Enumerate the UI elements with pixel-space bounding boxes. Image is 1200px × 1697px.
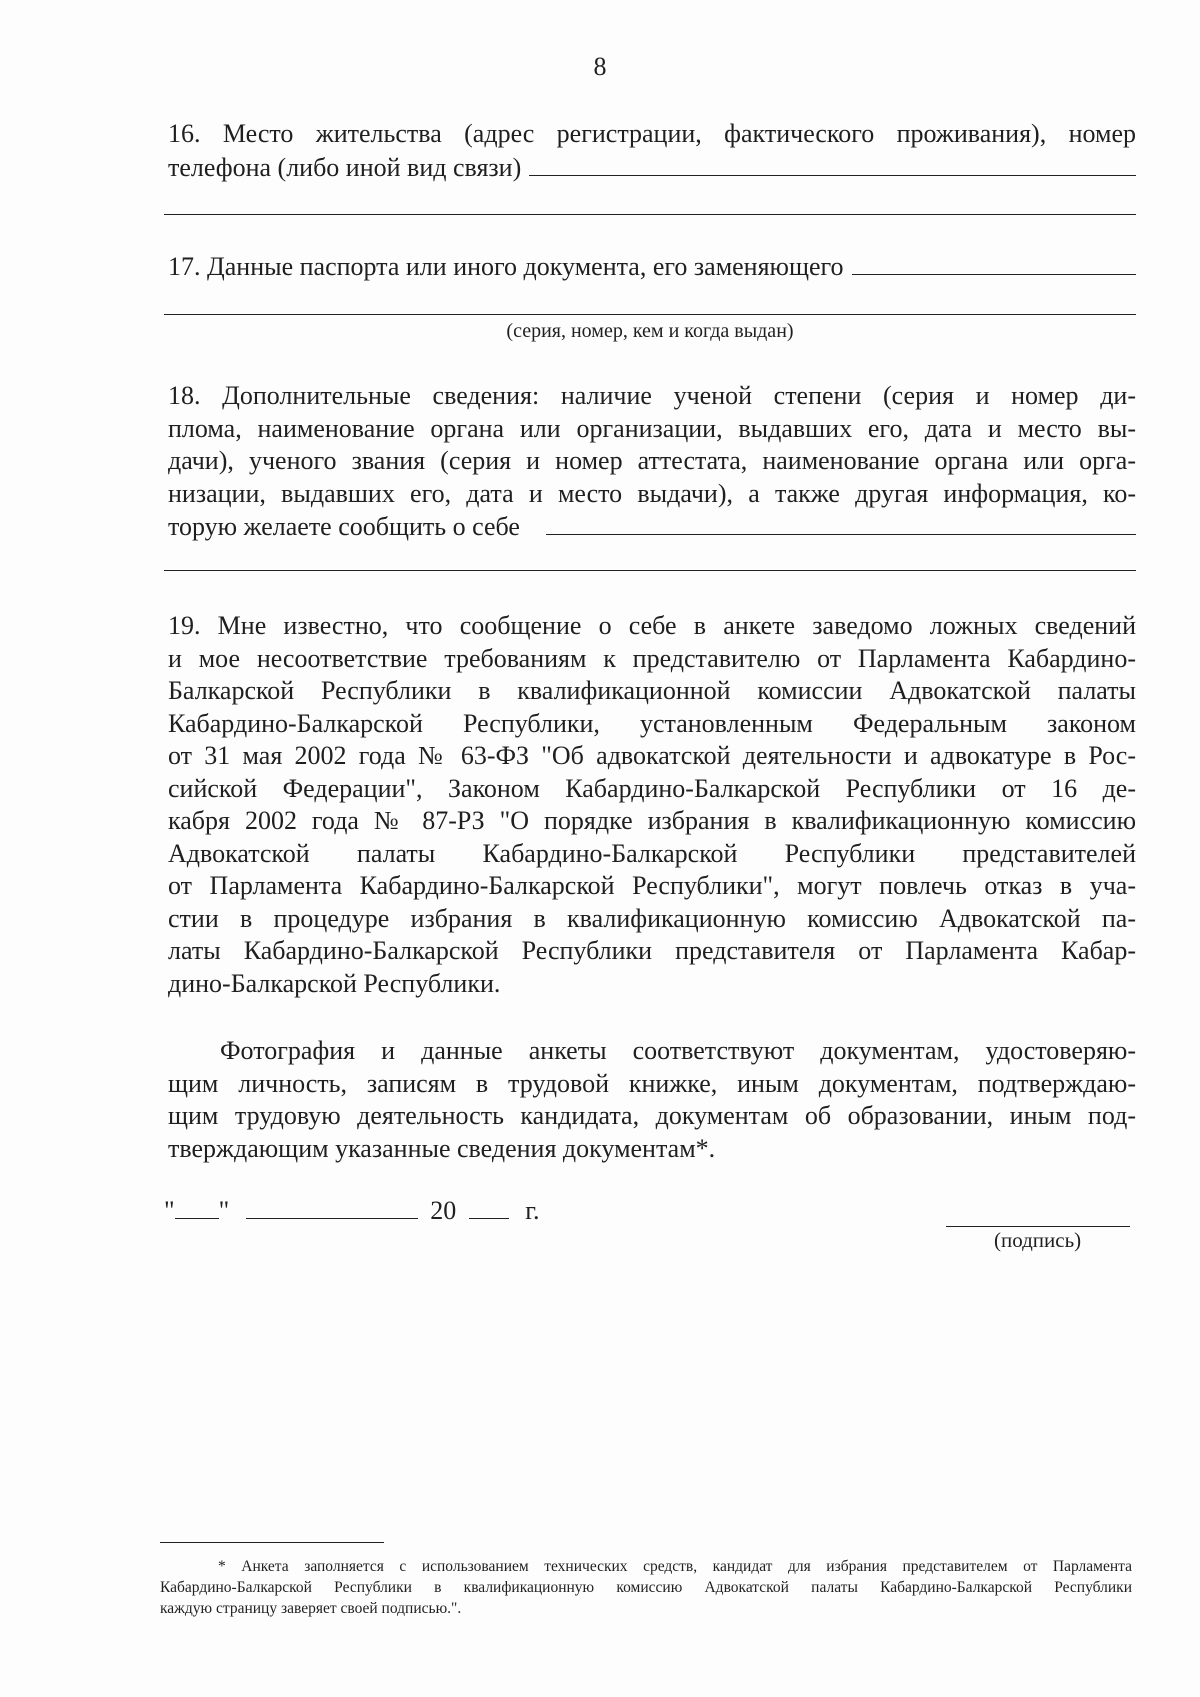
- item-18-field-label: торую желаете сообщить о себе: [168, 512, 520, 541]
- passport-field-continuation[interactable]: [164, 314, 1136, 315]
- item-18-line: дачи), ученого звания (серия и номер аттестата, наименование органа или орга-: [168, 446, 1136, 475]
- item-19-line: от 31 мая 2002 года № 63-ФЗ "Об адвокатской деятельности и адвокатуре в Рос-: [168, 741, 1136, 770]
- item-16-field-row: [168, 151, 1136, 185]
- year-suffix: г.: [525, 1196, 540, 1225]
- item-19-line: кабря 2002 года № 87-РЗ "О порядке избрания в квалификационную комиссию: [168, 806, 1136, 835]
- item-18-field-row: [168, 510, 1136, 544]
- footnote-line: * Анкета заполняется с использованием технических средств, кандидат для избрания представителем от Парламента: [218, 1558, 1132, 1575]
- item-16-line: 16. Место жительства (адрес регистрации, фактического проживания), номер: [168, 119, 1136, 148]
- item-17: [168, 250, 1136, 284]
- month-field[interactable]: [246, 1196, 418, 1219]
- item-19-line: латы Кабардино-Балкарской Республики представителя от Парламента Кабар-: [168, 936, 1136, 965]
- contact-field-continuation[interactable]: [164, 214, 1136, 215]
- date-line: [164, 1196, 539, 1226]
- item-19-line: и мое несоответствие требованиям к представителю от Парламента Кабардино-: [168, 643, 1136, 673]
- item-19-line: от Парламента Кабардино-Балкарской Республики", могут повлечь отказ в уча-: [168, 871, 1136, 900]
- contact-field[interactable]: [529, 151, 1136, 176]
- date-open-quote: ": [164, 1196, 175, 1225]
- footnote-line: Кабардино-Балкарской Республики в квалификационную комиссию Адвокатской палаты Кабардино-Балкарской Республики: [160, 1579, 1132, 1596]
- page-number: 8: [593, 52, 607, 81]
- signature-caption: (подпись): [994, 1228, 1082, 1252]
- confirmation-line: тверждающим указанные сведения документам*.: [168, 1133, 716, 1163]
- confirmation-line: Фотография и данные анкеты соответствуют документам, удостоверяю-: [220, 1036, 1136, 1065]
- item-19-line: Кабардино-Балкарской Республики, установленным Федеральным законом: [168, 708, 1136, 738]
- date-close-quote: ": [218, 1196, 230, 1225]
- item-18-line: низации, выдавших его, дата и место выдачи), а также другая информация, ко-: [168, 478, 1136, 508]
- day-field[interactable]: [175, 1196, 219, 1219]
- passport-caption: (серия, номер, кем и когда выдан): [506, 320, 794, 342]
- additional-info-field[interactable]: [546, 510, 1136, 535]
- item-19: [168, 610, 1136, 1000]
- confirmation-line: щим трудовую деятельность кандидата, документам об образовании, иным под-: [168, 1101, 1136, 1130]
- item-18-line: плома, наименование органа или организации, выдавших его, дата и место вы-: [168, 413, 1136, 443]
- confirmation-paragraph: [168, 1035, 1136, 1165]
- footnote-line: каждую страницу заверяет своей подписью.".: [160, 1600, 462, 1617]
- item-19-line: Балкарской Республики в квалификационной комиссии Адвокатской палаты: [168, 676, 1136, 705]
- item-16: [168, 118, 1136, 184]
- confirmation-line: щим личность, записям в трудовой книжке, иным документам, подтверждаю-: [168, 1068, 1136, 1098]
- item-19-line: стии в процедуре избрания в квалификационную комиссию Адвокатской па-: [168, 903, 1136, 933]
- item-19-line: 19. Мне известно, что сообщение о себе в анкете заведомо ложных сведений: [168, 611, 1136, 640]
- year-field[interactable]: [469, 1196, 509, 1219]
- footnote: [160, 1556, 1132, 1619]
- year-prefix: 20: [430, 1196, 457, 1225]
- additional-info-continuation[interactable]: [164, 570, 1136, 571]
- footnote-divider: [160, 1542, 384, 1543]
- item-16-field-label: телефона (либо иной вид связи): [168, 152, 522, 182]
- item-19-line: дино-Балкарской Республики.: [168, 968, 501, 998]
- item-18: [168, 380, 1136, 544]
- passport-field[interactable]: [852, 250, 1136, 275]
- signature-field[interactable]: [946, 1226, 1130, 1227]
- item-19-line: Адвокатской палаты Кабардино-Балкарской Республики представителей: [168, 838, 1136, 868]
- item-18-line: 18. Дополнительные сведения: наличие ученой степени (серия и номер ди-: [168, 381, 1136, 410]
- item-17-field-row: [168, 250, 1136, 284]
- item-17-field-label: 17. Данные паспорта или иного документа, его заменяющего: [168, 252, 844, 281]
- item-19-line: сийской Федерации", Законом Кабардино-Балкарской Республики от 16 де-: [168, 773, 1136, 803]
